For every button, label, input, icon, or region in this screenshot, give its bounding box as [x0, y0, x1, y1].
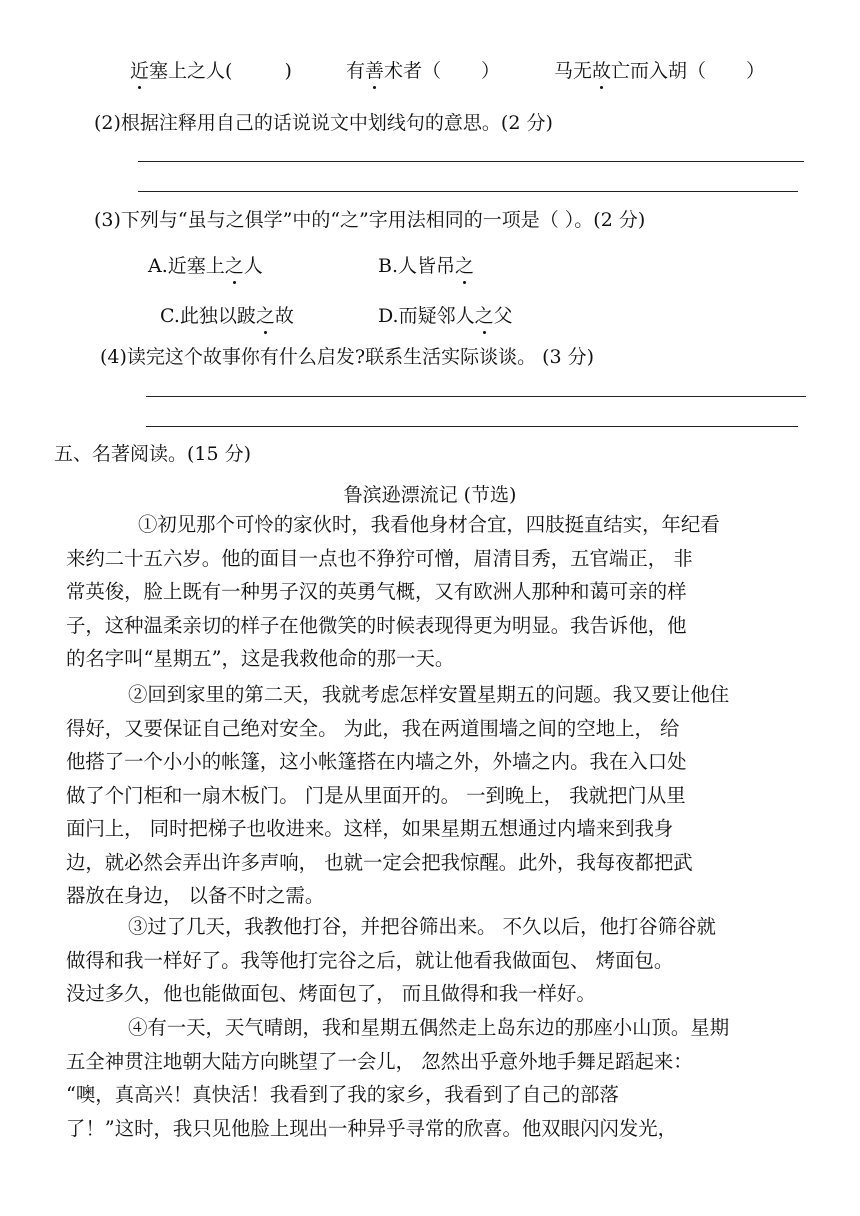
q3-option-c-post: 故 [274, 305, 294, 327]
q3-option-d-dot: 之 [474, 305, 494, 327]
answer-line-q2-2[interactable] [138, 191, 798, 192]
question-4: (4)读完这个故事你有什么启发?联系生活实际谈谈。 (3 分) [100, 346, 595, 368]
paragraph-3 [66, 910, 808, 1011]
q1-item-3-close: ） [746, 60, 766, 82]
q3-option-b [378, 253, 474, 279]
q3-option-c-pre: C.此独以跛 [160, 305, 256, 327]
q1-item-2-close: ） [481, 60, 501, 82]
q3-option-c [160, 303, 294, 329]
q1-item-1-text: 塞上之人( [149, 60, 233, 82]
paragraph-line: ③过了几天，我教他打谷，并把谷筛出来。 不久以后，他打谷筛谷就 [128, 915, 716, 938]
paragraph-line: 做了个门柜和一扇木板门。 门是从里面开的。 一到晚上， 我就把门从里 [66, 783, 686, 807]
paragraph-line: 的名字叫“星期五”，这是我救他命的那一天。 [66, 647, 455, 670]
q1-item-3-text: 亡而入胡（ [611, 60, 707, 82]
paragraph-line: 得好，又要保证自己绝对安全。 为此，我在两道围墙之间的空地上， 给 [66, 716, 680, 740]
paragraph-line: “噢，真高兴！真快活！我看到了我的家乡，我看到了自己的部落 [66, 1083, 619, 1106]
q1-item-2-dotted: 善 [365, 60, 385, 82]
q1-item-1 [130, 58, 292, 84]
paragraph-line: 常英俊，脸上既有一种男子汉的英勇气概，又有欧洲人那种和蔼可亲的样 [66, 580, 687, 603]
paragraph-4 [66, 1011, 808, 1145]
paragraph-line: 来约二十五六岁。他的面目一点也不狰狞可憎，眉清目秀，五官端正， 非 [66, 546, 693, 570]
paragraph-line: 了！”这时，我只见他脸上现出一种异乎寻常的欣喜。他双眼闪闪发光， [66, 1116, 678, 1140]
q3-option-a-dot: 之 [224, 255, 244, 277]
answer-line-q4-2[interactable] [146, 426, 798, 427]
q3-option-c-dot: 之 [255, 305, 275, 327]
q3-option-d-post: 父 [493, 305, 513, 327]
passage-title: 鲁滨逊漂流记 (节选) [343, 484, 517, 506]
section-5-heading: 五、名著阅读。(15 分) [54, 443, 252, 465]
q1-item-2 [346, 58, 500, 84]
paragraph-line: 器放在身边， 以备不时之需。 [66, 884, 325, 907]
paragraph-line: 没过多久，他也能做面包、烤面包了， 而且做得和我一样好。 [66, 982, 596, 1005]
paragraph-line: ②回到家里的第二天，我就考虑怎样安置星期五的问题。我又要让他住 [128, 683, 730, 706]
answer-line-q2-1[interactable] [138, 161, 804, 162]
q1-item-1-close: ) [284, 60, 292, 82]
paragraph-line: 做得和我一样好了。我等他打完谷之后，就让他看我做面包、 烤面包。 [66, 948, 674, 972]
paragraph-line: 面闩上， 同时把梯子也收进来。这样，如果星期五想通过内墙来到我身 [66, 817, 674, 840]
answer-line-q4-1[interactable] [146, 396, 806, 397]
paragraph-line: 五全神贯注地朝大陆方向眺望了一会儿， 忽然出乎意外地手舞足蹈起来： [66, 1049, 693, 1073]
paragraph-line: 边，就必然会弄出许多声响， 也就一定会把我惊醒。此外，我每夜都把武 [66, 850, 693, 874]
paragraph-line: ④有一天，天气晴朗，我和星期五偶然走上岛东边的那座小山顶。星期 [128, 1016, 730, 1039]
q1-item-3 [554, 58, 765, 84]
q3-option-a-post: 人 [243, 255, 263, 277]
q3-option-a [148, 253, 263, 279]
question-2: (2)根据注释用自己的话说说文中划线句的意思。(2 分) [94, 112, 553, 134]
q3-option-b-dot: 之 [455, 255, 475, 277]
q1-item-1-dotted: 近 [130, 60, 150, 82]
q3-option-a-pre: A.近塞上 [148, 255, 225, 277]
q3-option-b-pre: B.人皆吊 [378, 255, 456, 277]
q3-option-d [378, 303, 513, 329]
q3-option-d-pre: D.而疑邻人 [378, 305, 475, 327]
paragraph-line: 他搭了一个小小的帐篷，这小帐篷搭在内墙之外，外墙之内。我在入口处 [66, 750, 687, 773]
paragraph-2 [66, 678, 808, 913]
q1-item-3-pre: 马无 [554, 60, 593, 82]
q1-item-3-dotted: 故 [592, 60, 612, 82]
q1-item-2-pre: 有 [346, 60, 366, 82]
paragraph-line: ①初见那个可怜的家伙时，我看他身材合宜，四肢挺直结实，年纪看 [138, 513, 720, 536]
q1-item-2-text: 术者（ [384, 60, 442, 82]
question-3: (3)下列与“虽与之俱学”中的“之”字用法相同的一项是（ ）。(2 分) [94, 209, 646, 231]
paragraph-line: 子，这种温柔亲切的样子在他微笑的时候表现得更为明显。我告诉他，他 [66, 613, 687, 637]
paragraph-1 [66, 508, 808, 676]
